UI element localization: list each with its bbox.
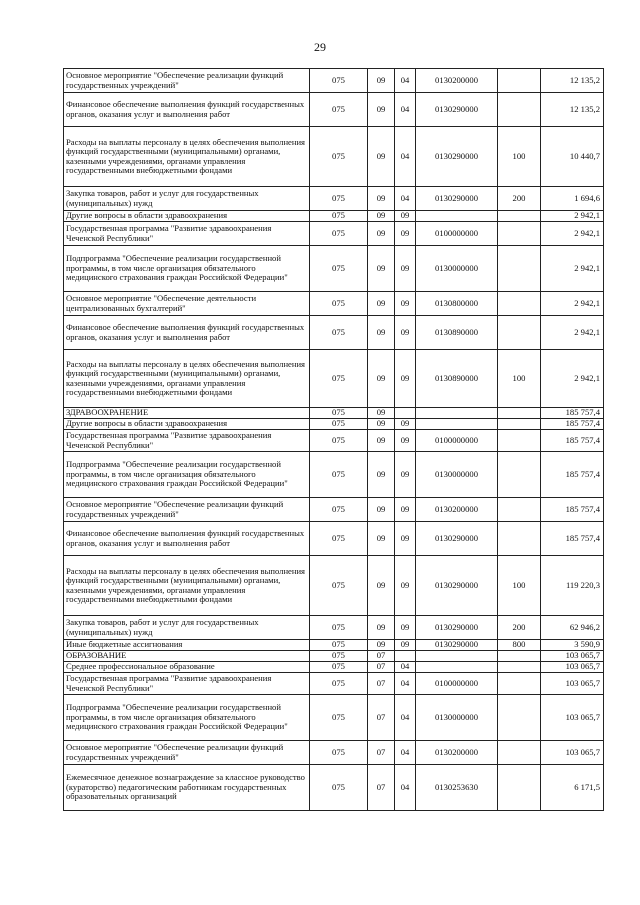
ministry-code-cell: 075 — [310, 556, 368, 616]
expense-name-cell: Закупка товаров, работ и услуг для государственных (муниципальных) нужд — [64, 187, 310, 211]
section-code-cell: 09 — [368, 211, 395, 222]
ministry-code-cell: 075 — [310, 651, 368, 662]
expense-type-code-cell — [498, 69, 541, 93]
table-row — [64, 741, 604, 765]
ministry-code-cell: 075 — [310, 662, 368, 673]
amount-cell: 2 942,1 — [541, 211, 604, 222]
expense-name-cell: Государственная программа "Развитие здравоохранения Чеченской Республики" — [64, 673, 310, 695]
expense-type-code-cell — [498, 93, 541, 127]
amount-cell: 185 757,4 — [541, 430, 604, 452]
expense-name-cell: Иные бюджетные ассигнования — [64, 640, 310, 651]
expense-type-code-cell: 200 — [498, 187, 541, 211]
ministry-code-cell: 075 — [310, 246, 368, 292]
table-row — [64, 69, 604, 93]
expense-name-cell: ОБРАЗОВАНИЕ — [64, 651, 310, 662]
ministry-code-cell: 075 — [310, 350, 368, 408]
section-code-cell: 09 — [368, 127, 395, 187]
expense-type-code-cell — [498, 246, 541, 292]
expense-name-cell: Основное мероприятие "Обеспечение реализации функций государственных учреждений" — [64, 741, 310, 765]
target-item-code-cell: 0130290000 — [416, 522, 498, 556]
amount-cell: 3 590,9 — [541, 640, 604, 651]
amount-cell: 62 946,2 — [541, 616, 604, 640]
expense-name-cell: Государственная программа "Развитие здравоохранения Чеченской Республики" — [64, 222, 310, 246]
subsection-code-cell: 04 — [395, 127, 416, 187]
subsection-code-cell: 09 — [395, 616, 416, 640]
expense-name-cell: Расходы на выплаты персоналу в целях обеспечения выполнения функций государственными (муниципальными) органами, казенными учреждениями, органами управления государственными внебюджетными фондами — [64, 350, 310, 408]
subsection-code-cell: 09 — [395, 292, 416, 316]
target-item-code-cell: 0130890000 — [416, 316, 498, 350]
expense-name-cell: Основное мероприятие "Обеспечение реализации функций государственных учреждений" — [64, 498, 310, 522]
expense-name-cell: Финансовое обеспечение выполнения функций государственных органов, оказания услуг и выполнения работ — [64, 93, 310, 127]
table-row — [64, 292, 604, 316]
subsection-code-cell: 09 — [395, 222, 416, 246]
section-code-cell: 09 — [368, 187, 395, 211]
subsection-code-cell — [395, 408, 416, 419]
subsection-code-cell: 09 — [395, 522, 416, 556]
subsection-code-cell: 09 — [395, 498, 416, 522]
expense-name-cell: Расходы на выплаты персоналу в целях обеспечения выполнения функций государственными (муниципальными) органами, казенными учреждениями, органами управления государственными внебюджетными фондами — [64, 556, 310, 616]
amount-cell: 10 440,7 — [541, 127, 604, 187]
expense-name-cell: Финансовое обеспечение выполнения функций государственных органов, оказания услуг и выполнения работ — [64, 522, 310, 556]
subsection-code-cell: 04 — [395, 741, 416, 765]
subsection-code-cell: 04 — [395, 765, 416, 811]
table-row — [64, 211, 604, 222]
expense-type-code-cell — [498, 419, 541, 430]
section-code-cell: 07 — [368, 673, 395, 695]
target-item-code-cell: 0100000000 — [416, 222, 498, 246]
expense-type-code-cell — [498, 316, 541, 350]
expense-name-cell: ЗДРАВООХРАНЕНИЕ — [64, 408, 310, 419]
expense-type-code-cell — [498, 765, 541, 811]
amount-cell: 103 065,7 — [541, 741, 604, 765]
expense-type-code-cell — [498, 651, 541, 662]
expense-type-code-cell — [498, 741, 541, 765]
target-item-code-cell — [416, 408, 498, 419]
ministry-code-cell: 075 — [310, 292, 368, 316]
target-item-code-cell: 0130200000 — [416, 498, 498, 522]
expense-type-code-cell: 100 — [498, 556, 541, 616]
amount-cell: 185 757,4 — [541, 419, 604, 430]
expense-type-code-cell — [498, 695, 541, 741]
amount-cell: 103 065,7 — [541, 651, 604, 662]
expense-name-cell: Основное мероприятие "Обеспечение деятельности централизованных бухгалтерий" — [64, 292, 310, 316]
expense-name-cell: Среднее профессиональное образование — [64, 662, 310, 673]
target-item-code-cell — [416, 211, 498, 222]
section-code-cell: 09 — [368, 430, 395, 452]
subsection-code-cell: 09 — [395, 211, 416, 222]
ministry-code-cell: 075 — [310, 211, 368, 222]
expense-type-code-cell — [498, 430, 541, 452]
table-row — [64, 350, 604, 408]
amount-cell: 103 065,7 — [541, 695, 604, 741]
subsection-code-cell: 09 — [395, 246, 416, 292]
table-row — [64, 430, 604, 452]
ministry-code-cell: 075 — [310, 430, 368, 452]
target-item-code-cell — [416, 662, 498, 673]
target-item-code-cell: 0130200000 — [416, 741, 498, 765]
target-item-code-cell: 0130800000 — [416, 292, 498, 316]
section-code-cell: 09 — [368, 408, 395, 419]
budget-table-body — [64, 69, 604, 811]
expense-name-cell: Подпрограмма "Обеспечение реализации государственной программы, в том числе организация обязательного медицинского страхования граждан Российской Федерации" — [64, 695, 310, 741]
target-item-code-cell: 0130200000 — [416, 69, 498, 93]
table-row — [64, 419, 604, 430]
section-code-cell: 09 — [368, 556, 395, 616]
amount-cell: 185 757,4 — [541, 452, 604, 498]
section-code-cell: 09 — [368, 246, 395, 292]
expense-name-cell: Финансовое обеспечение выполнения функций государственных органов, оказания услуг и выполнения работ — [64, 316, 310, 350]
ministry-code-cell: 075 — [310, 69, 368, 93]
ministry-code-cell: 075 — [310, 640, 368, 651]
expense-name-cell: Закупка товаров, работ и услуг для государственных (муниципальных) нужд — [64, 616, 310, 640]
amount-cell: 103 065,7 — [541, 662, 604, 673]
section-code-cell: 09 — [368, 292, 395, 316]
section-code-cell: 07 — [368, 741, 395, 765]
section-code-cell: 07 — [368, 695, 395, 741]
ministry-code-cell: 075 — [310, 741, 368, 765]
amount-cell: 119 220,3 — [541, 556, 604, 616]
ministry-code-cell: 075 — [310, 498, 368, 522]
page-number: 29 — [314, 40, 326, 54]
target-item-code-cell: 0130253630 — [416, 765, 498, 811]
ministry-code-cell: 075 — [310, 765, 368, 811]
ministry-code-cell: 075 — [310, 695, 368, 741]
expense-type-code-cell — [498, 498, 541, 522]
expense-name-cell: Другие вопросы в области здравоохранения — [64, 419, 310, 430]
table-row — [64, 695, 604, 741]
subsection-code-cell: 09 — [395, 640, 416, 651]
ministry-code-cell: 075 — [310, 408, 368, 419]
target-item-code-cell: 0130290000 — [416, 556, 498, 616]
section-code-cell: 09 — [368, 498, 395, 522]
section-code-cell: 09 — [368, 316, 395, 350]
table-row — [64, 452, 604, 498]
table-row — [64, 408, 604, 419]
amount-cell: 185 757,4 — [541, 408, 604, 419]
ministry-code-cell: 075 — [310, 522, 368, 556]
target-item-code-cell — [416, 419, 498, 430]
subsection-code-cell: 04 — [395, 69, 416, 93]
subsection-code-cell: 09 — [395, 452, 416, 498]
target-item-code-cell: 0100000000 — [416, 430, 498, 452]
table-row — [64, 127, 604, 187]
expense-type-code-cell — [498, 662, 541, 673]
amount-cell: 185 757,4 — [541, 522, 604, 556]
table-row — [64, 673, 604, 695]
target-item-code-cell: 0130290000 — [416, 127, 498, 187]
subsection-code-cell: 09 — [395, 419, 416, 430]
expense-type-code-cell: 200 — [498, 616, 541, 640]
expense-type-code-cell — [498, 522, 541, 556]
subsection-code-cell — [395, 651, 416, 662]
amount-cell: 103 065,7 — [541, 673, 604, 695]
target-item-code-cell: 0130290000 — [416, 187, 498, 211]
amount-cell: 2 942,1 — [541, 246, 604, 292]
target-item-code-cell: 0130290000 — [416, 616, 498, 640]
target-item-code-cell: 0130000000 — [416, 452, 498, 498]
ministry-code-cell: 075 — [310, 93, 368, 127]
table-row — [64, 498, 604, 522]
target-item-code-cell: 0100000000 — [416, 673, 498, 695]
table-row — [64, 556, 604, 616]
target-item-code-cell: 0130000000 — [416, 246, 498, 292]
table-row — [64, 222, 604, 246]
expense-name-cell: Государственная программа "Развитие здравоохранения Чеченской Республики" — [64, 430, 310, 452]
ministry-code-cell: 075 — [310, 127, 368, 187]
table-row — [64, 187, 604, 211]
expense-name-cell: Ежемесячное денежное вознаграждение за классное руководство (кураторство) педагогическим работникам государственных образовательных организаций — [64, 765, 310, 811]
section-code-cell: 09 — [368, 522, 395, 556]
expense-type-code-cell: 100 — [498, 350, 541, 408]
ministry-code-cell: 075 — [310, 316, 368, 350]
section-code-cell: 09 — [368, 222, 395, 246]
subsection-code-cell: 04 — [395, 695, 416, 741]
target-item-code-cell: 0130890000 — [416, 350, 498, 408]
expense-type-code-cell: 800 — [498, 640, 541, 651]
table-row — [64, 246, 604, 292]
subsection-code-cell: 04 — [395, 187, 416, 211]
amount-cell: 6 171,5 — [541, 765, 604, 811]
target-item-code-cell: 0130000000 — [416, 695, 498, 741]
amount-cell: 2 942,1 — [541, 222, 604, 246]
ministry-code-cell: 075 — [310, 419, 368, 430]
subsection-code-cell: 04 — [395, 93, 416, 127]
subsection-code-cell: 09 — [395, 350, 416, 408]
section-code-cell: 09 — [368, 640, 395, 651]
budget-table — [63, 68, 604, 811]
expense-type-code-cell — [498, 408, 541, 419]
ministry-code-cell: 075 — [310, 616, 368, 640]
table-row — [64, 651, 604, 662]
subsection-code-cell: 04 — [395, 673, 416, 695]
ministry-code-cell: 075 — [310, 187, 368, 211]
section-code-cell: 07 — [368, 662, 395, 673]
expense-name-cell: Подпрограмма "Обеспечение реализации государственной программы, в том числе организация обязательного медицинского страхования граждан Российской Федерации" — [64, 452, 310, 498]
target-item-code-cell: 0130290000 — [416, 93, 498, 127]
subsection-code-cell: 04 — [395, 662, 416, 673]
ministry-code-cell: 075 — [310, 673, 368, 695]
table-row — [64, 616, 604, 640]
amount-cell: 2 942,1 — [541, 292, 604, 316]
expense-type-code-cell — [498, 211, 541, 222]
expense-name-cell: Расходы на выплаты персоналу в целях обеспечения выполнения функций государственными (муниципальными) органами, казенными учреждениями, органами управления государственными внебюджетными фондами — [64, 127, 310, 187]
target-item-code-cell — [416, 651, 498, 662]
subsection-code-cell: 09 — [395, 430, 416, 452]
table-row — [64, 522, 604, 556]
amount-cell: 12 135,2 — [541, 93, 604, 127]
table-row — [64, 765, 604, 811]
ministry-code-cell: 075 — [310, 222, 368, 246]
expense-type-code-cell — [498, 673, 541, 695]
subsection-code-cell: 09 — [395, 556, 416, 616]
amount-cell: 2 942,1 — [541, 350, 604, 408]
section-code-cell: 07 — [368, 651, 395, 662]
section-code-cell: 09 — [368, 616, 395, 640]
section-code-cell: 09 — [368, 350, 395, 408]
section-code-cell: 09 — [368, 419, 395, 430]
section-code-cell: 09 — [368, 93, 395, 127]
expense-name-cell: Другие вопросы в области здравоохранения — [64, 211, 310, 222]
table-row — [64, 316, 604, 350]
ministry-code-cell: 075 — [310, 452, 368, 498]
amount-cell: 1 694,6 — [541, 187, 604, 211]
section-code-cell: 07 — [368, 765, 395, 811]
expense-type-code-cell — [498, 452, 541, 498]
expense-name-cell: Основное мероприятие "Обеспечение реализации функций государственных учреждений" — [64, 69, 310, 93]
subsection-code-cell: 09 — [395, 316, 416, 350]
table-row — [64, 640, 604, 651]
amount-cell: 12 135,2 — [541, 69, 604, 93]
section-code-cell: 09 — [368, 452, 395, 498]
amount-cell: 185 757,4 — [541, 498, 604, 522]
target-item-code-cell: 0130290000 — [416, 640, 498, 651]
section-code-cell: 09 — [368, 69, 395, 93]
expense-type-code-cell: 100 — [498, 127, 541, 187]
table-row — [64, 662, 604, 673]
table-row — [64, 93, 604, 127]
expense-type-code-cell — [498, 222, 541, 246]
expense-name-cell: Подпрограмма "Обеспечение реализации государственной программы, в том числе организация обязательного медицинского страхования граждан Российской Федерации" — [64, 246, 310, 292]
amount-cell: 2 942,1 — [541, 316, 604, 350]
expense-type-code-cell — [498, 292, 541, 316]
